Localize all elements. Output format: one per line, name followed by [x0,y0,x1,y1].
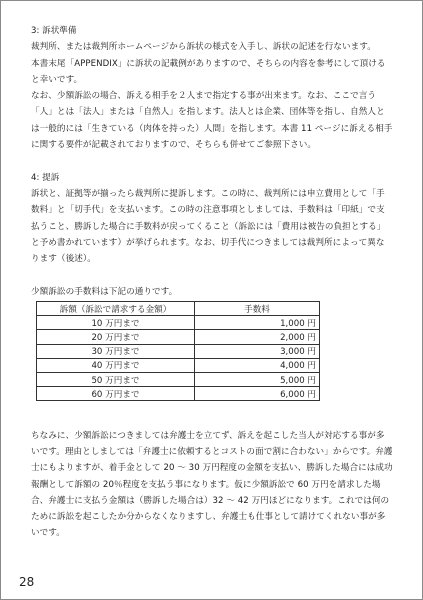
fee-cell: 4,000 円 [195,358,320,372]
claim-amount-cell: 10 万円まで [37,316,195,330]
table-row [37,330,320,344]
fee-cell: 3,000 円 [195,344,320,358]
spacer [31,153,393,169]
claim-amount-cell: 50 万円まで [37,372,195,386]
claim-amount-cell: 60 万円まで [37,387,195,401]
fee-cell: 5,000 円 [195,372,320,386]
fee-cell: 2,000 円 [195,330,320,344]
claim-amount-cell: 20 万円まで [37,330,195,344]
paragraph: 裁判所、または裁判所ホームページから訴状の様式を入手し、訴状の記述を行ないます。 [31,42,376,53]
table-row [37,387,320,401]
fee-cell: 1,000 円 [195,316,320,330]
page-content [31,23,393,542]
claim-amount-cell: 40 万円まで [37,358,195,372]
fee-cell: 6,000 円 [195,387,320,401]
claim-amount-cell: 30 万円まで [37,344,195,358]
table-header-row [37,302,320,316]
table-row [37,344,320,358]
fee-table-caption: 少額訴訟の手数料は下記の通りです。 [31,286,178,297]
paragraph: なお、少額訴訟の場合、訴える相手を２人まで指定する事が出来ます。なお、ここで言う「人」とは「法人」または「自然人」を指します。法人とは企業、団体等を指し、自然人とは一般的には「生きている（肉体を持った）人間」を指します。本書 11 ページに訴える相手に関する要件が記載されておりますので、そちらも併せてご参照下さい。 [31,91,393,151]
spacer [31,267,393,283]
table-row [37,372,320,386]
paragraph: 訴状と、証拠等が揃ったら裁判所に提訴します。この時に、裁判所には申立費用として「手数料」と「切手代」を支払います。この時の注意事項としましては、手数料は「印紙」で支払うこと、勝訴した場合に手数料が戻ってくること（訴訟には「費用は被告の負担とする」と予め書かれています）が挙げられます。なお、切手代につきましては裁判所によって異なります（後述）。 [31,188,386,265]
column-header-claim-amount: 訴額（訴訟で請求する金額） [37,302,195,316]
spacer [31,401,393,417]
paragraph: 本書末尾「APPENDIX」に訴状の記載例がありますので、そちらの内容を参考にして頂けると幸いです。 [31,58,386,85]
table-row [37,316,320,330]
section-heading-filing: 4: 提訴 [31,172,60,183]
spacer [31,418,393,428]
section-heading-complaint-preparation: 3: 訴状準備 [31,26,77,36]
table-row [37,358,320,372]
fee-table [36,301,320,401]
column-header-fee: 手数料 [195,302,320,316]
page-number: 28 [19,575,35,589]
paragraph: ちなみに、少額訴訟につきましては弁護士を立てず、訴えを起こした当人が対応する事が多いです。理由としましては「弁護士に依頼するとコストの面で割に合わない」からです。弁護士にもよりますが、着手金として 20 ～ 30 万円程度の金額を支払い、勝訴した場合には成功報酬として訴額の 20％程度を支払う事になります。仮に少額訴訟で 60 万円を請求した場合、弁護士に支払う金額は（勝訴した場合は）32 ～ 42 万円ほどになります。これでは何のために訴訟を起こしたか分からなくなりますし、弁護士も仕事として請けてくれない事が多いです。 [31,430,393,539]
